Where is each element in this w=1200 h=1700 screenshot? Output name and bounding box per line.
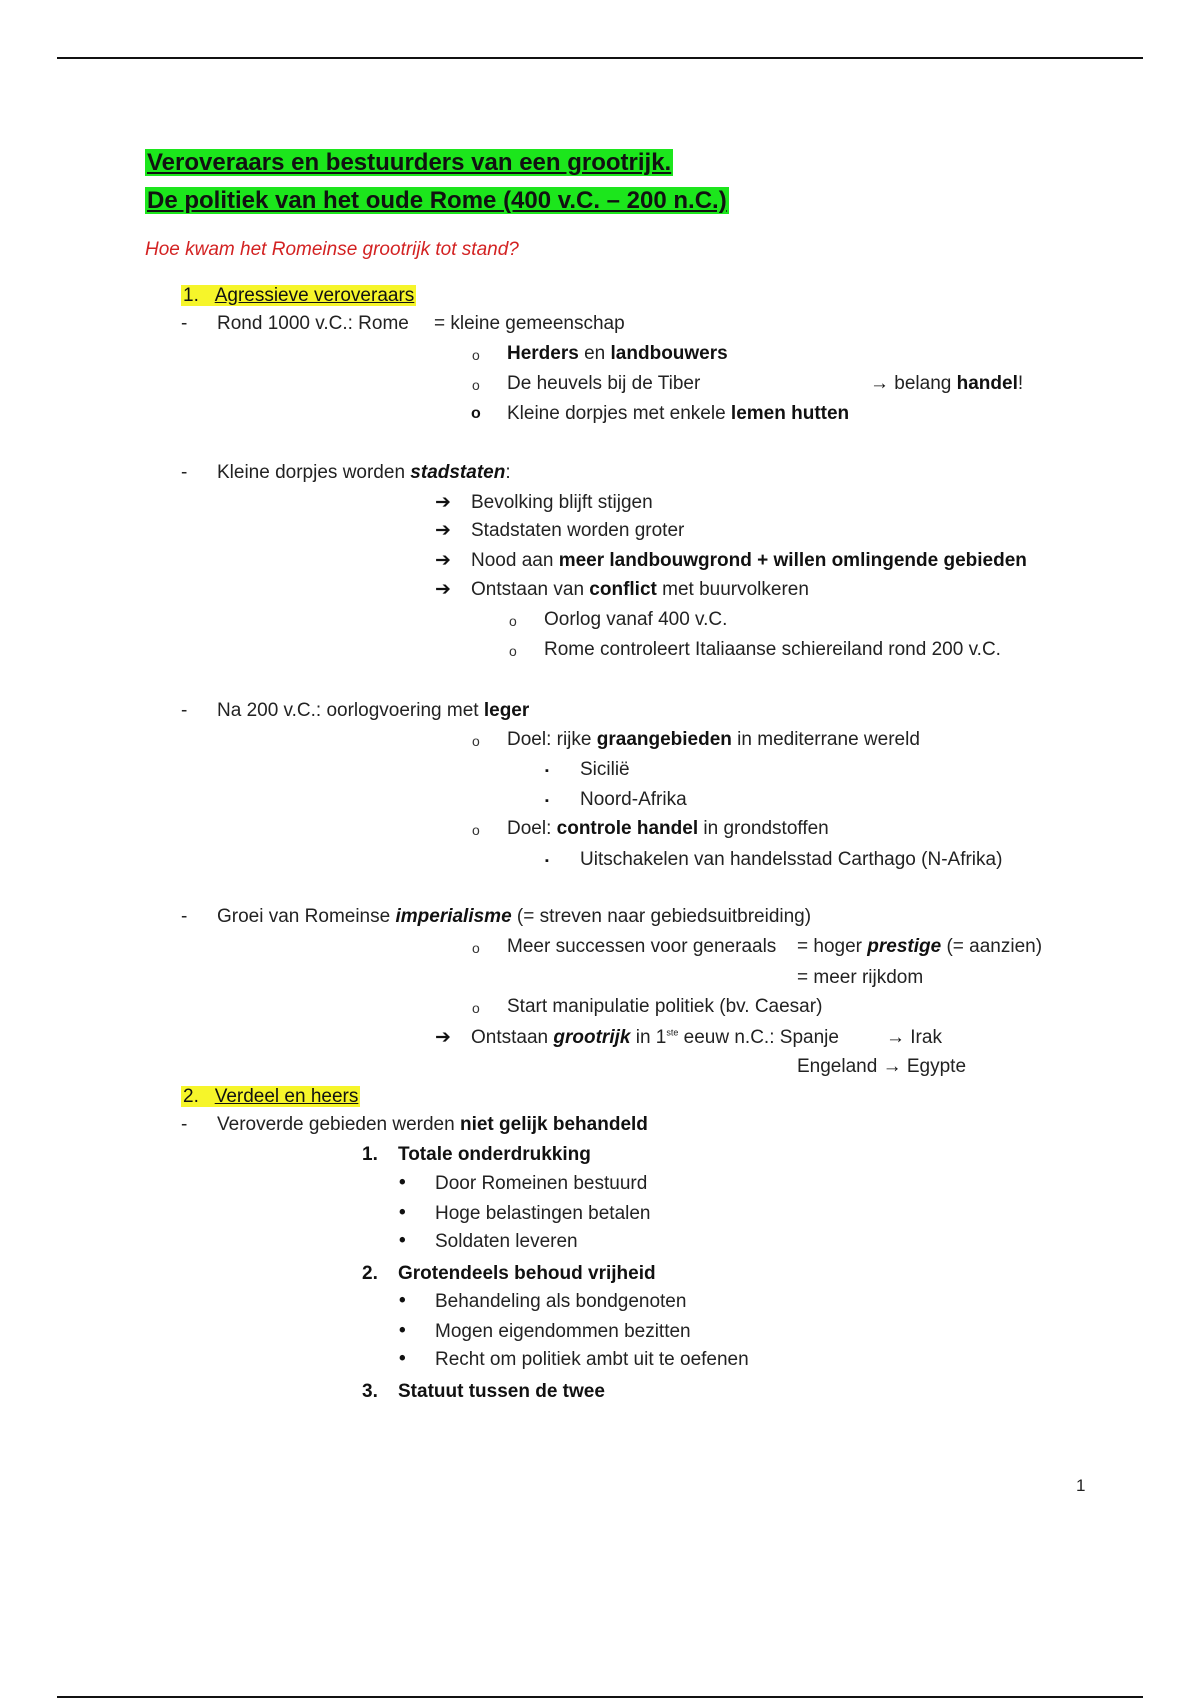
section-1-heading: 1. Agressieve veroveraars — [183, 285, 415, 306]
square-marker: ▪ — [545, 765, 549, 777]
list-item: Herders en landbouwers — [507, 343, 728, 364]
irak-label: → Irak — [886, 1027, 942, 1048]
circle-marker: o — [472, 822, 480, 838]
list-item: Doel: rijke graangebieden in mediterrane wereld — [507, 729, 920, 750]
rome-1000-label: Rond 1000 v.C.: Rome — [217, 313, 409, 334]
behandeld-line: Veroverde gebieden werden niet gelijk behandeld — [217, 1114, 648, 1135]
list-item: Behandeling als bondgenoten — [435, 1291, 687, 1312]
list-item: Noord-Afrika — [580, 789, 687, 810]
group-number: 3. — [362, 1381, 378, 1402]
header-rule — [57, 57, 1143, 59]
leger-line: Na 200 v.C.: oorlogvoering met leger — [217, 700, 530, 721]
title-line-1: Veroveraars en bestuurders van een grootrijk. — [147, 149, 672, 176]
page-number: 1 — [1076, 1476, 1086, 1495]
list-item: Uitschakelen van handelsstad Carthago (N-Afrika) — [580, 849, 1003, 870]
prestige-eq: = hoger prestige (= aanzien) — [797, 936, 1043, 957]
circle-marker: o — [509, 643, 517, 659]
stadstaten-line: Kleine dorpjes worden stadstaten: — [217, 462, 511, 483]
rijkdom-eq: = meer rijkdom — [797, 967, 924, 988]
bullet-marker: • — [399, 1172, 406, 1193]
arrow-icon: ➔ — [435, 492, 451, 513]
arrow-icon: → — [882, 1056, 902, 1077]
group-number: 2. — [362, 1263, 378, 1284]
egypte-label: Engeland → Egypte — [797, 1056, 967, 1077]
title-line-2: De politiek van het oude Rome (400 v.C. – 200 n.C.) — [147, 187, 727, 214]
circle-marker: o — [472, 377, 480, 393]
circle-marker: o — [509, 613, 517, 629]
arrow-icon: ➔ — [435, 550, 451, 571]
bullet-dash: - — [181, 1114, 188, 1135]
list-item: Recht om politiek ambt uit te oefenen — [435, 1349, 749, 1370]
bullet-dash: - — [181, 906, 188, 927]
arrow-icon: → — [870, 373, 889, 394]
grootrijk-line: Ontstaan grootrijk in 1ste eeuw n.C.: Spanje — [471, 1027, 839, 1048]
list-item: Soldaten leveren — [435, 1231, 578, 1252]
list-item: De heuvels bij de Tiber — [507, 373, 701, 394]
list-item: Bevolking blijft stijgen — [471, 492, 653, 513]
imperialisme-line: Groei van Romeinse imperialisme (= streven naar gebiedsuitbreiding) — [217, 906, 812, 927]
group-title: Grotendeels behoud vrijheid — [398, 1263, 656, 1284]
list-item: Nood aan meer landbouwgrond + willen omlingende gebieden — [471, 550, 1027, 571]
bullet-marker: • — [399, 1202, 406, 1223]
group-title: Statuut tussen de twee — [398, 1381, 605, 1402]
rome-1000-eq: = kleine gemeenschap — [434, 313, 625, 334]
circle-marker: o — [471, 405, 481, 422]
arrow-icon: ➔ — [435, 1027, 451, 1048]
bullet-marker: • — [399, 1290, 406, 1311]
list-item: Kleine dorpjes met enkele lemen hutten — [507, 403, 850, 424]
arrow-icon: → — [886, 1027, 905, 1048]
bullet-dash: - — [181, 313, 188, 334]
bullet-marker: • — [399, 1348, 406, 1369]
question: Hoe kwam het Romeinse grootrijk tot stand? — [145, 239, 519, 260]
bullet-marker: • — [399, 1320, 406, 1341]
list-item: Ontstaan van conflict met buurvolkeren — [471, 579, 809, 600]
list-item: Rome controleert Italiaanse schiereiland rond 200 v.C. — [544, 639, 1001, 660]
footer-rule — [57, 1696, 1143, 1698]
bullet-dash: - — [181, 700, 188, 721]
arrow-icon: ➔ — [435, 520, 451, 541]
list-item: Hoge belastingen betalen — [435, 1203, 651, 1224]
handel-note: → belang handel! — [870, 373, 1024, 394]
circle-marker: o — [472, 733, 480, 749]
list-item: Mogen eigendommen bezitten — [435, 1321, 691, 1342]
square-marker: ▪ — [545, 855, 549, 867]
list-item: Oorlog vanaf 400 v.C. — [544, 609, 728, 630]
circle-marker: o — [472, 940, 480, 956]
group-title: Totale onderdrukking — [398, 1144, 591, 1165]
bullet-marker: • — [399, 1230, 406, 1251]
arrow-icon: ➔ — [435, 579, 451, 600]
list-item: Doel: controle handel in grondstoffen — [507, 818, 829, 839]
circle-marker: o — [472, 1000, 480, 1016]
list-item: Stadstaten worden groter — [471, 520, 685, 541]
circle-marker: o — [472, 347, 480, 363]
bullet-dash: - — [181, 462, 188, 483]
list-item: Start manipulatie politiek (bv. Caesar) — [507, 996, 823, 1017]
list-item: Door Romeinen bestuurd — [435, 1173, 648, 1194]
group-number: 1. — [362, 1144, 378, 1165]
list-item: Meer successen voor generaals — [507, 936, 777, 957]
square-marker: ▪ — [545, 795, 549, 807]
list-item: Sicilië — [580, 759, 630, 780]
section-2-heading: 2. Verdeel en heers — [183, 1086, 359, 1107]
